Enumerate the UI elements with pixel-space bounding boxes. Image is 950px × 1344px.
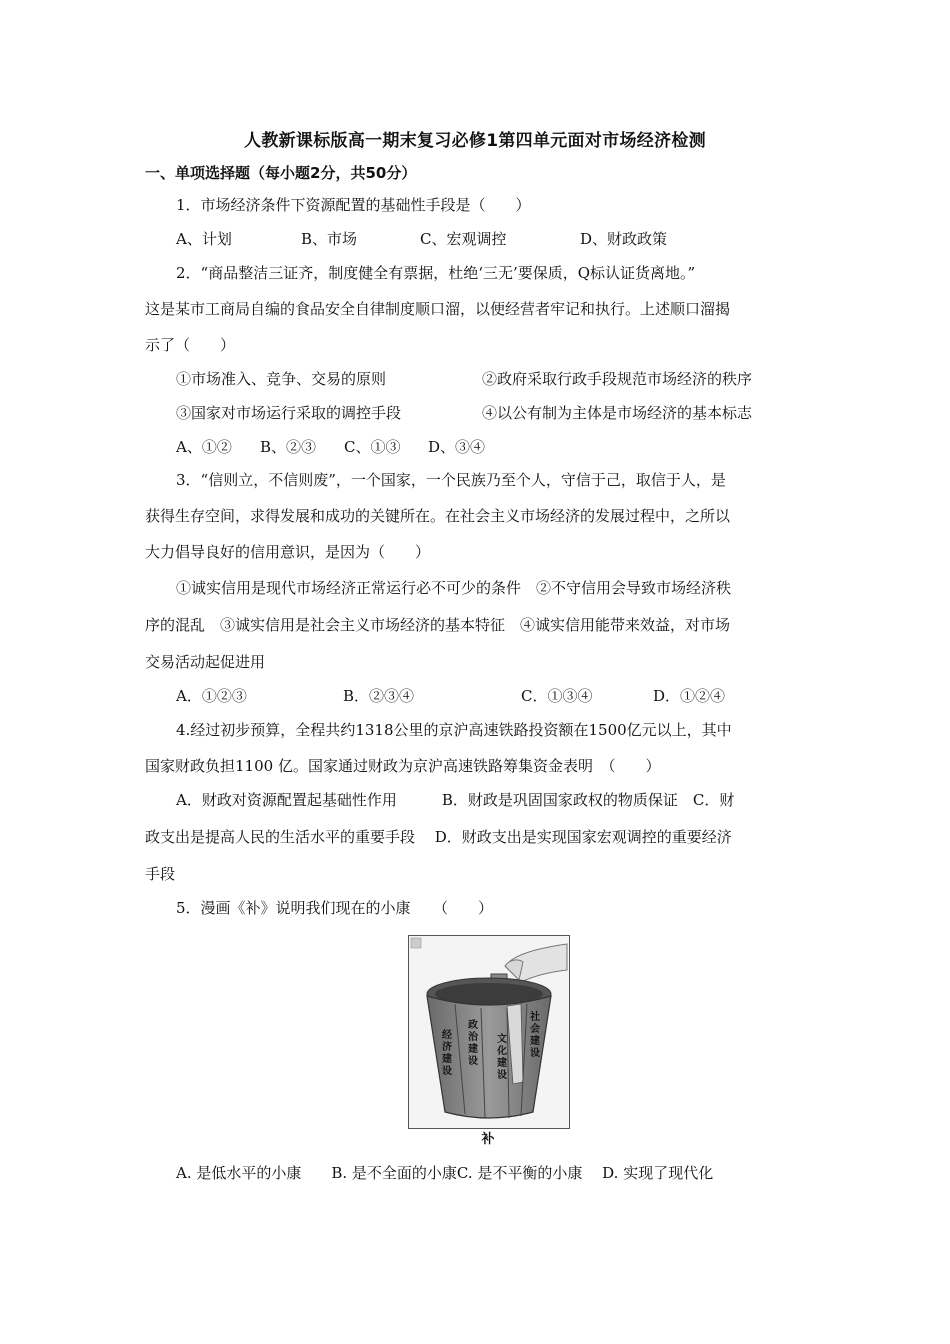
q2-option-d: D、③④ (428, 438, 486, 456)
q2-choice-3: ③国家对市场运行采取的调控手段 (176, 404, 402, 422)
q4-option-line1: A．财政对资源配置起基础性作用 B．财政是巩固国家政权的物质保证 C．财 (176, 791, 735, 809)
q4-option-line3: 手段 (145, 865, 176, 883)
q1-stem: 1．市场经济条件下资源配置的基础性手段是（ ） (176, 196, 531, 214)
q1-option-b: B、市场 (301, 230, 358, 248)
cartoon-caption: 补 (481, 1132, 495, 1147)
q4-option-line2: 政支出是提高人民的生活水平的重要手段 D．财政支出是实现国家宏观调控的重要经济 (145, 828, 732, 846)
q3-option-b: B．②③④ (343, 687, 415, 705)
q2-option-b: B、②③ (260, 438, 317, 456)
bucket-illustration (409, 936, 569, 1128)
q2-stem-line1: 2．“商品整洁三证齐，制度健全有票据，杜绝‘三无’要保质，Q标认证货离地。” (176, 264, 696, 282)
cartoon-label-society: 社会建设 (530, 1012, 540, 1059)
q5-stem: 5．漫画《补》说明我们现在的小康 （ ） (176, 899, 494, 917)
q3-option-c: C．①③④ (521, 687, 593, 705)
q1-option-d: D、财政政策 (580, 230, 668, 248)
document-title: 人教新课标版高一期末复习必修1第四单元面对市场经济检测 (244, 131, 706, 151)
cartoon-label-economy: 经济建设 (442, 1030, 452, 1077)
q3-stem-line1: 3．“信则立，不信则废”，一个国家，一个民族乃至个人，守信于己，取信于人，是 (176, 471, 726, 489)
q3-choice-line3: 交易活动起促进用 (145, 653, 266, 671)
q2-choice-4: ④以公有制为主体是市场经济的基本标志 (482, 404, 753, 422)
q2-option-a: A、①② (176, 438, 232, 456)
cartoon-label-politics: 政治建设 (468, 1020, 478, 1067)
q3-choice-line2: 序的混乱 ③诚实信用是社会主义市场经济的基本特征 ④诚实信用能带来效益，对市场 (145, 616, 731, 634)
q3-stem-line2: 获得生存空间，求得发展和成功的关键所在。在社会主义市场经济的发展过程中，之所以 (145, 507, 731, 525)
q2-choice-1: ①市场准入、竞争、交易的原则 (176, 370, 387, 388)
q5-options: A. 是低水平的小康 B. 是不全面的小康C. 是不平衡的小康 D. 实现了现代化 (176, 1164, 714, 1182)
q3-option-d: D．①②④ (653, 687, 726, 705)
q2-stem-line2: 这是某市工商局自编的食品安全自律制度顺口溜，以便经营者牢记和执行。上述顺口溜揭 (145, 300, 731, 318)
q3-choice-line1: ①诚实信用是现代市场经济正常运行必不可少的条件 ②不守信用会导致市场经济秩 (176, 579, 732, 597)
cartoon-bucket-image (408, 935, 570, 1129)
q3-stem-line3: 大力倡导良好的信用意识，是因为（ ） (145, 543, 431, 561)
cartoon-label-culture: 文化建设 (497, 1034, 507, 1081)
q1-option-a: A、计划 (176, 230, 232, 248)
q3-option-a: A．①②③ (176, 687, 247, 705)
q2-stem-line3: 示了（ ） (145, 336, 236, 354)
q1-option-c: C、宏观调控 (420, 230, 507, 248)
section-heading: 一、单项选择题（每小题2分，共50分） (145, 164, 417, 182)
q2-option-c: C、①③ (344, 438, 401, 456)
q4-stem-line1: 4.经过初步预算，全程共约1318公里的京沪高速铁路投资额在1500亿元以上，其中 (176, 721, 732, 739)
q2-choice-2: ②政府采取行政手段规范市场经济的秩序 (482, 370, 753, 388)
q4-stem-line2: 国家财政负担1100 亿。国家通过财政为京沪高速铁路筹集资金表明 （ ） (145, 757, 661, 775)
